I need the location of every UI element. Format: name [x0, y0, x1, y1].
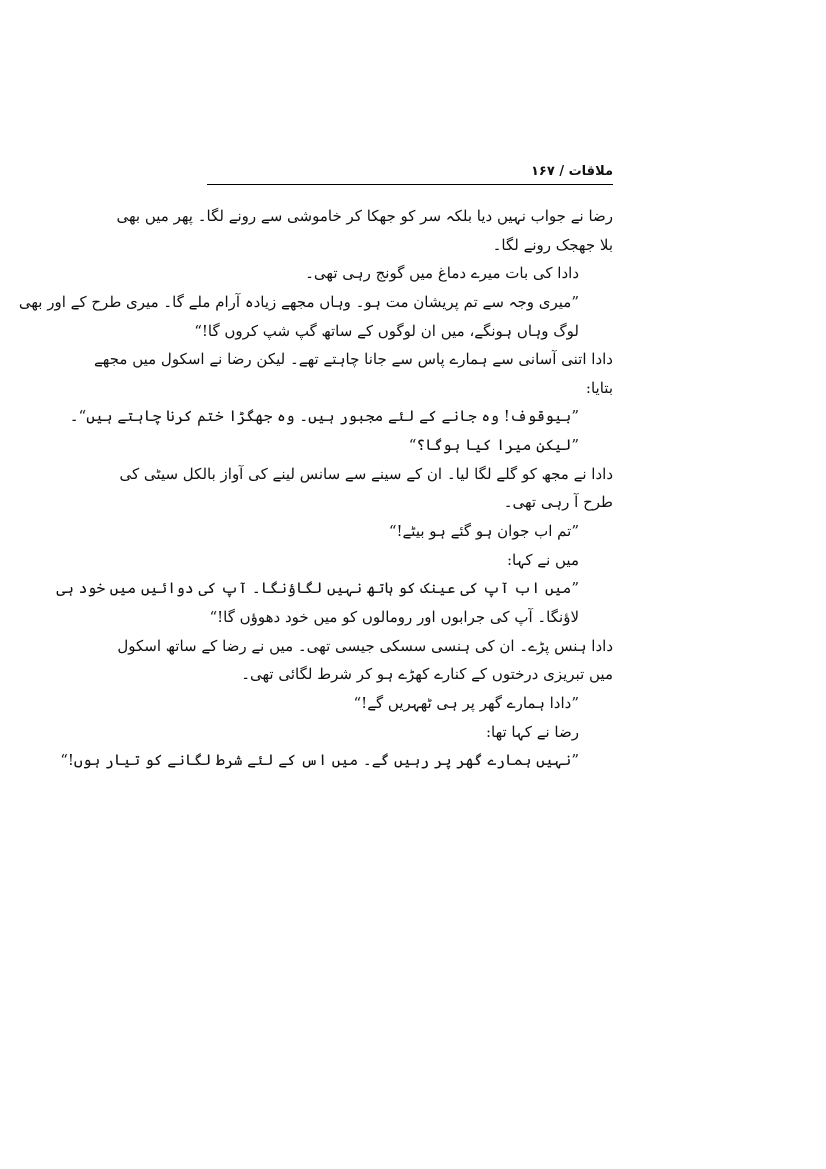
- text-line: میں نے کہا:: [506, 550, 579, 569]
- text-line: رضا نے جواب نہیں دیا بلکہ سر کو جھکا کر خاموشی سے رونے لگا۔ پھر میں بھی: [116, 207, 613, 225]
- header-divider: [207, 184, 613, 185]
- text-line: دادا کی بات میرے دماغ میں گونج رہی تھی۔: [305, 264, 579, 283]
- text-line: ”بیوقوف! وہ جانے کے لئے مجبور ہیں۔ وہ جھگڑا ختم کرنا چاہتے ہیں“۔: [69, 407, 579, 426]
- running-header-title: ملاقات / ۱۶۷: [531, 164, 613, 179]
- text-line: ”میری وجہ سے تم پریشان مت ہو۔ وہاں مجھے زیادہ آرام ملے گا۔ میری طرح کے اور بھی: [18, 292, 579, 311]
- text-line: دادا ہنس پڑے۔ ان کی ہنسی سسکی جیسی تھی۔ میں نے رضا کے ساتھ اسکول: [117, 636, 613, 655]
- text-line: دادا نے مجھ کو گلے لگا لیا۔ ان کے سینے سے سانس لینے کی آواز بالکل سیٹی کی: [119, 464, 613, 483]
- text-line: لاؤنگا۔ آپ کی جرابوں اور رومالوں کو میں خود دھوؤں گا!“: [209, 607, 579, 626]
- text-line: رضا نے کہا تھا:: [485, 722, 579, 741]
- text-line: بلا جھجک رونے لگا۔: [492, 235, 613, 254]
- text-line: ”میں اب آپ کی عینک کو ہاتھ نہیں لگاؤنگا۔ آپ کی دوائیں میں خود ہی: [56, 579, 579, 598]
- text-line: ”نہیں ہمارے گھر پر رہیں گے۔ میں اس کے لئے شرط لگانے کو تیار ہوں!“: [60, 751, 579, 770]
- text-line: طرح آ رہی تھی۔: [503, 493, 613, 512]
- text-line: لوگ وہاں ہونگے، میں ان لوگوں کے ساتھ گپ شپ کروں گا!“: [194, 321, 579, 340]
- text-line: بتایا:: [585, 378, 613, 397]
- text-line: میں تبریزی درختوں کے کنارے کھڑے ہو کر شرط لگائی تھی۔: [241, 665, 613, 684]
- text-line: ”تم اب جوان ہو گئے ہو بیٹے!“: [388, 522, 579, 541]
- text-line: ”دادا ہمارے گھر پر ہی ٹھہریں گے!“: [353, 693, 579, 712]
- text-line: دادا اتنی آسانی سے ہمارے پاس سے جانا چاہتے تھے۔ لیکن رضا نے اسکول میں مجھے: [94, 350, 613, 369]
- text-line: ”لیکن میرا کیا ہوگا؟“: [408, 436, 579, 455]
- page-body: [18, 202, 613, 775]
- page-header: [207, 164, 613, 186]
